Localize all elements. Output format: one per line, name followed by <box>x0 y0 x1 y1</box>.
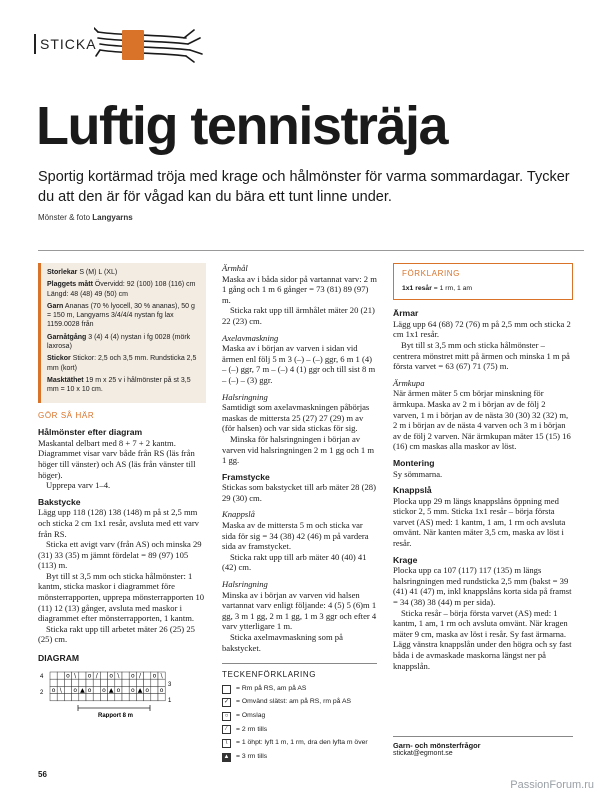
chart-cell <box>108 679 115 686</box>
chart-symbol: o <box>109 672 114 680</box>
body-text: Plocka upp ca 107 (117) 117 (135) m längs halsringningen med rundsticka 2,5 mm (bakst = 39 (41) 41 (47) m, inkl knappslåns korta sida på framst = 34 (38) 38 (44) m per sida). <box>393 565 572 608</box>
row-number: 4 <box>40 673 44 680</box>
chart-symbol: ▲ <box>108 686 114 694</box>
fact-yarn: Garn Ananas (70 % lyocell, 30 % ananas), 50 g = 150 m, Langyarns 3/4/4/4 nystan fg lax 1159.0028 från <box>47 302 195 329</box>
body-text: Sy sömmarna. <box>393 468 443 479</box>
credit-name: Langyarns <box>92 213 133 222</box>
heading-button-band: Knappslå <box>393 485 432 496</box>
heading-collar: Krage <box>393 554 418 565</box>
chart-cell <box>79 672 86 679</box>
body-text: Minska för halsringningen i början av varven vid halsringningen 2 m 1 gg och 1 m 1 gg. <box>222 433 375 466</box>
chart-cell <box>136 693 143 700</box>
body-text: Lägg upp 118 (128) 138 (148) m på st 2,5 mm och sticka 2 cm 1x1 resår, avsluta med ett varv från RS. <box>38 507 199 539</box>
chart-symbol: o <box>87 672 92 680</box>
column-2 <box>222 263 377 762</box>
chart-cell <box>108 693 115 700</box>
yarn-skein-illustration <box>94 24 206 64</box>
repeat-label: Rapport 8 m <box>98 712 134 718</box>
subheading-neckline: Halsringning <box>222 391 268 402</box>
row-number: 1 <box>168 697 172 704</box>
column-3 <box>393 263 573 671</box>
body-text: Sticka rakt upp till arbetet mäter 26 (25) 25 (25) cm. <box>38 623 195 645</box>
lead-paragraph: Sportig kortärmad tröja med krage och hålmönster för varma sommardagar. Tycker du att den är för vågad kan du bära ett tunt linne under. <box>38 169 570 205</box>
subheading-sleeve-cap: Ärmkupa <box>393 377 425 388</box>
chart-grid <box>50 672 165 701</box>
chart-cell <box>64 679 71 686</box>
chart-cell <box>129 679 136 686</box>
body-text: Upprepa varv 1–4. <box>46 480 111 491</box>
body-text: Sticka rakt upp till arb mäter 40 (40) 41 (42) cm. <box>222 551 367 573</box>
chart-cell <box>93 679 100 686</box>
chart-cell <box>158 679 165 686</box>
subheading-shoulder: Axelavmaskning <box>222 332 279 343</box>
pattern-credit <box>38 213 133 222</box>
body-text: Maskantal delbart med 8 + 7 + 2 kantm. Diagrammet visar varv både från RS (läs från höger till vänster) och AS (läs från vänster till höger). <box>38 437 196 480</box>
skpo-icon: \ <box>222 739 231 748</box>
legend-row: \ = 1 öhpt: lyft 1 m, 1 rm, dra den lyfta m över <box>222 738 377 749</box>
chart-cell <box>144 693 151 700</box>
chart-symbol: o <box>116 686 121 694</box>
purl-symbol-icon: ✓ <box>223 699 230 706</box>
abbreviation-row: 1x1 resår = 1 rm, 1 am <box>402 284 473 292</box>
chart-cell <box>72 679 79 686</box>
chart-cell <box>122 686 129 693</box>
chart-symbol: \ <box>117 672 120 680</box>
chart-symbol: ▲ <box>137 686 143 694</box>
chart-cell <box>115 693 122 700</box>
heading-sleeves: Ärmar <box>393 308 419 319</box>
chart-cell <box>79 679 86 686</box>
credit-prefix: Mönster & foto <box>38 213 91 222</box>
diagram-heading: DIAGRAM <box>38 653 80 664</box>
chart-cell <box>122 693 129 700</box>
chart-cell <box>144 679 151 686</box>
chart-symbol: \ <box>59 686 62 694</box>
abbreviation-box <box>393 263 573 300</box>
chart-symbol: o <box>145 686 150 694</box>
chart-symbol: o <box>66 672 70 680</box>
heading-lace-pattern: Hålmönster efter diagram <box>38 427 143 438</box>
chart-symbol: o <box>102 686 106 694</box>
legend-row: ✓ = Omvänd slätst: am på RS, rm på AS <box>223 698 352 706</box>
contact-box <box>393 736 573 757</box>
chart-cell <box>151 693 158 700</box>
chart-cell <box>79 693 86 700</box>
body-text: Maska av i båda sidor på vartannat varv: 2 m 1 gång och 1 m 6 gånger = 73 (81) 89 (97) m. <box>222 273 377 305</box>
body-text: Sticka rakt upp till ärmhålet mäter 20 (21) 22 (23) cm. <box>222 305 375 326</box>
section-header <box>34 24 584 64</box>
how-to-heading: GÖR SÅ HÄR <box>38 410 95 420</box>
body-text: Sticka ett avigt varv (från AS) och minska 29 (31) 33 (35) m jämnt fördelat = 89 (97) 105 (113) m. <box>38 539 202 571</box>
contact-email[interactable]: stickat@egmont.se <box>393 750 453 757</box>
contact-title: Garn- och mönsterfrågor <box>393 741 481 750</box>
body-text: Byt till st 3,5 mm och sticka hålmönster – centrera mönstret mitt på ärmen och minska 1 m på första varvet = 63 (67) 71 (75) m. <box>393 339 570 372</box>
chart-cell <box>151 686 158 693</box>
chart-cell <box>50 672 57 679</box>
chart-cell <box>72 693 79 700</box>
heading-back: Bakstycke <box>38 496 81 507</box>
subheading-neckline-front: Halsringning <box>222 579 268 590</box>
chart-cell <box>57 672 64 679</box>
chart-cell <box>122 679 129 686</box>
legend-row: ○ = Omslag <box>222 711 377 722</box>
chart-symbol: o <box>130 686 135 694</box>
chart-symbol: o <box>73 686 78 694</box>
chart-cell <box>151 679 158 686</box>
row-number: 3 <box>168 681 172 688</box>
body-text: Sticka resår – börja första varvet (AS) med: 1 kantm, 1 am, 1 rm och avsluta omvänt. När kragen mäter 9 cm, maska av löst i resår. Sy fast ärmarna. Lägg vänstra knappslån under den högra och sy fast båda i de avmaskade maskorna längst ner på knappslån. <box>393 607 572 671</box>
chart-cell <box>158 693 165 700</box>
chart-cell <box>64 686 71 693</box>
chart-cell <box>144 672 151 679</box>
body-text: Lägg upp 64 (68) 72 (76) m på 2,5 mm och sticka 2 cm 1x1 resår. <box>393 318 571 340</box>
knit-symbol-icon <box>222 685 231 694</box>
body-text: Sticka axelmavmaskning som på bakstycket. <box>222 632 343 653</box>
yarn-over-icon: ○ <box>222 712 231 721</box>
knitting-chart <box>38 670 188 718</box>
page-number: 56 <box>38 770 47 779</box>
chart-symbol: \ <box>74 672 77 680</box>
article-title: Luftig tennisträja <box>36 96 448 156</box>
legend-row: ▲ = 3 rm tills <box>223 752 268 760</box>
instructions-col1 <box>38 427 206 645</box>
body-text: Samtidigt som axelavmaskningen påbörjas maskas de mittersta 25 (27) 27 (29) m av (för halsen) och var sida stickas för sig. <box>222 402 370 434</box>
chart-symbol: \ <box>160 672 163 680</box>
fact-yarn-amount: Garnåtgång 3 (4) 4 (4) nystan i fg 0028 (mörk laxrosa) <box>47 333 191 351</box>
body-text: Byt till st 3,5 mm och sticka hålmönster: 1 kantm, sticka maskor i diagrammet före mönsterrapporten, upprepa mönsterrapporten 10 (11) 12 (13) gånger, avsluta med maskor i diagrammet efter mönsterrapporten, 1 kantm. <box>38 570 205 624</box>
chart-symbol: ▲ <box>80 686 85 694</box>
fact-gauge: Masktäthet 19 m x 25 v i hålmönster på st 3,5 mm = 10 x 10 cm. <box>47 376 191 394</box>
chart-cell <box>64 693 71 700</box>
watermark: PassionForum.ru <box>510 779 594 791</box>
body-text: Maska av de mittersta 5 m och sticka var sida för sig = 34 (38) 42 (46) m på vardera sida av framstycket. <box>222 520 369 552</box>
k3tog-icon: ▲ <box>223 753 230 760</box>
chart-cell <box>115 679 122 686</box>
chart-symbol: o <box>159 686 164 694</box>
chart-cell <box>86 679 93 686</box>
body-text: Plocka upp 29 m längs knappslåns öppning med stickor 2, 5 mm. Sticka 1x1 resår – börja första varvet (AS) med: 1 kantm, 1 am, 1 rm och avsluta omvänt. När kanten mäter 3,5 cm, maska av löst i resår. <box>393 495 566 549</box>
fact-sizes: Storlekar S (M) L (XL) <box>47 269 118 276</box>
chart-symbol: o <box>51 686 56 694</box>
chart-cell <box>129 693 136 700</box>
chart-symbol: / <box>138 672 142 680</box>
chart-cell <box>100 693 107 700</box>
body-text: Stickas som bakstycket till arb mäter 28 (28) 29 (30) cm. <box>222 482 376 503</box>
chart-symbol: o <box>130 672 135 680</box>
chart-cell <box>50 693 57 700</box>
section-label: STICKA <box>40 36 97 52</box>
divider <box>38 250 584 251</box>
chart-cell <box>57 693 64 700</box>
legend-row: ⁄ = 2 rm tills <box>222 725 377 736</box>
legend-heading: TECKENFÖRKLARING <box>222 663 377 681</box>
fact-needles: Stickor Stickor: 2,5 och 3,5 mm. Rundsticka 2,5 mm (kort) <box>47 355 197 372</box>
legend-row: = Rm på RS, am på AS <box>222 684 377 695</box>
chart-symbol: o <box>87 686 92 694</box>
chart-symbol: o <box>152 672 157 680</box>
chart-cell <box>93 686 100 693</box>
heading-assembly: Montering <box>393 457 435 468</box>
subheading-button-band: Knappslå <box>222 509 255 520</box>
row-number: 2 <box>40 689 44 696</box>
facts-box <box>38 263 206 403</box>
column-1 <box>38 263 206 720</box>
k2tog-icon: ⁄ <box>222 725 231 734</box>
body-text: Maska av i början av varven i sidan vid ärmen enl följ 5 m 3 (–) – (–) ggr, 6 m 1 (4) – (–) ggr, 7 m – (–) 4 (1) ggr och till sist 8 m – (–) – (3) ggr. <box>222 343 376 385</box>
chart-cell <box>122 672 129 679</box>
chart-cell <box>100 672 107 679</box>
chart-cell <box>93 693 100 700</box>
abbreviation-heading: FÖRKLARING <box>402 269 461 278</box>
fact-measurements: Plaggets mått Övervidd: 92 (100) 108 (116) cm Längd: 48 (48) 49 (50) cm <box>47 281 196 298</box>
chart-cell <box>86 693 93 700</box>
chart-cell <box>57 679 64 686</box>
heading-front: Framstycke <box>222 471 270 482</box>
chart-cell <box>100 679 107 686</box>
chart-symbol: / <box>95 672 98 680</box>
chart-cell <box>136 679 143 686</box>
chart-cell <box>50 679 57 686</box>
body-text: Minska av i början av varven vid halsen vartannat varv enligt följande: 4 (5) 5 (6)m 1 gg, 3 m 1 gg, 2 m 1 gg, 1 m 3 ggr och efter 4 varv ytterligare 1 m. <box>222 589 377 632</box>
subheading-armhole: Ärmhål <box>222 263 248 273</box>
body-text: När ärmen mäter 5 cm börjar minskning för ärmkupa. Maska av 2 m i början av de följ 2 varven, 1 m i början av de nästa 30 (30) 32 (32) m, 2 m i början av de nästa 4 varven och 3 m i början av de följ 2 varven. När ärmkupan mäter 15 (15) 16 (16) cm maskas alla maskor av löst. <box>393 388 571 452</box>
